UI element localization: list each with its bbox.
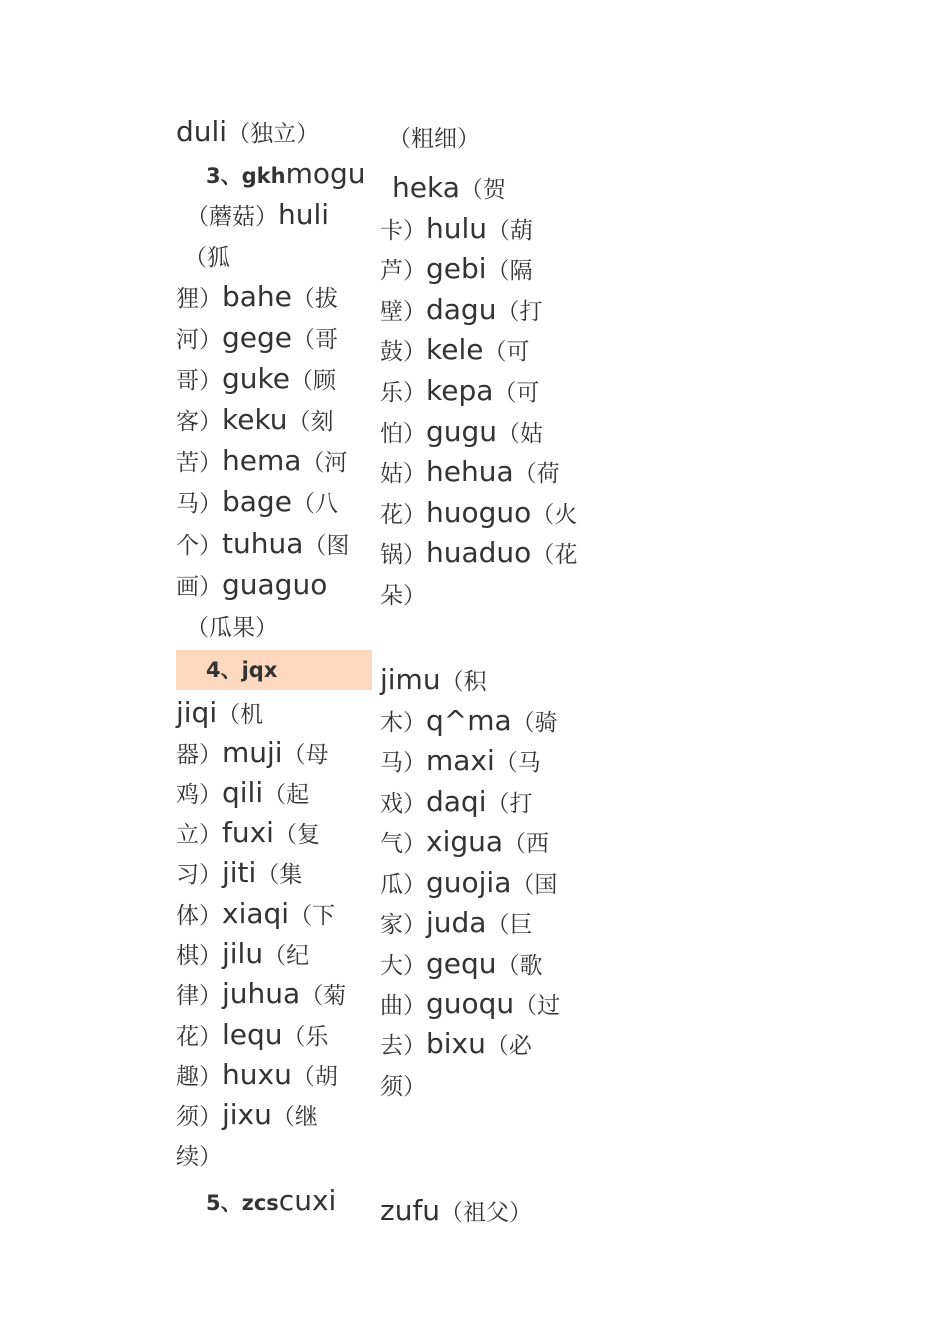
section-heading-line: 3、gkhmogu — [206, 157, 366, 190]
text-line: jiqi（机 — [176, 696, 264, 729]
text-line: heka（贺 — [392, 171, 506, 204]
text-line: 棋）jilu（纪 — [176, 937, 310, 970]
text-line: 狸）bahe（拔 — [176, 280, 338, 313]
text-line: 习）jiti（集 — [176, 856, 303, 889]
text-line: zufu（祖父） — [380, 1194, 533, 1227]
text-line: 体）xiaqi（下 — [176, 897, 336, 930]
text-line: 马）maxi（马 — [380, 744, 541, 777]
text-line: （狐 — [184, 245, 230, 271]
text-line: 曲）guoqu（过 — [380, 987, 561, 1020]
text-line: jimu（积 — [380, 663, 487, 696]
text-line: 趣）huxu（胡 — [176, 1058, 338, 1091]
text-line: 大）gequ（歌 — [380, 947, 543, 980]
text-line: 木）q^ma（骑 — [380, 704, 558, 737]
text-line: 家）juda（巨 — [380, 906, 533, 939]
text-line: 续） — [176, 1144, 222, 1170]
text-line: 花）huoguo（火 — [380, 496, 578, 529]
text-line: 去）bixu（必 — [380, 1027, 532, 1060]
text-line: 立）fuxi（复 — [176, 816, 320, 849]
text-line: 河）gege（哥 — [176, 321, 338, 354]
text-line: 怕）gugu（姑 — [380, 415, 544, 448]
text-line: （瓜果） — [186, 615, 278, 641]
section-heading-line: 5、zcscuxi — [206, 1184, 337, 1217]
text-line: 画）guaguo — [176, 568, 328, 601]
text-line: 须） — [380, 1074, 426, 1100]
text-line: 芦）gebi（隔 — [380, 252, 533, 285]
text-line: 气）xigua（西 — [380, 825, 550, 858]
text-line: 器）muji（母 — [176, 736, 329, 769]
text-line: 乐）kepa（可 — [380, 374, 540, 407]
text-line: 姑）hehua（荷 — [380, 455, 560, 488]
text-line: 律）juhua（菊 — [176, 977, 347, 1010]
section-heading-line: 4、jqx — [206, 658, 278, 682]
text-line: 花）lequ（乐 — [176, 1018, 329, 1051]
text-line: 客）keku（刻 — [176, 403, 334, 436]
text-line: 个）tuhua（图 — [176, 527, 350, 560]
text-line: 瓜）guojia（国 — [380, 866, 558, 899]
text-line: 苦）hema（河 — [176, 444, 348, 477]
text-line: （蘑菇）huli — [186, 198, 330, 231]
text-line: 鸡）qili（起 — [176, 776, 310, 809]
text-line: duli（独立） — [176, 115, 320, 148]
text-line: 锅）huaduo（花 — [380, 536, 578, 569]
text-line: 卡）hulu（葫 — [380, 212, 534, 245]
text-line: 马）bage（八 — [176, 485, 338, 518]
text-line: 壁）dagu（打 — [380, 293, 543, 326]
text-line: 鼓）kele（可 — [380, 333, 530, 366]
text-line: 须）jixu（继 — [176, 1098, 318, 1131]
text-line: （粗细） — [388, 126, 480, 152]
text-line: 戏）daqi（打 — [380, 785, 533, 818]
text-line: 朵） — [380, 583, 426, 609]
text-line: 哥）guke（顾 — [176, 362, 336, 395]
